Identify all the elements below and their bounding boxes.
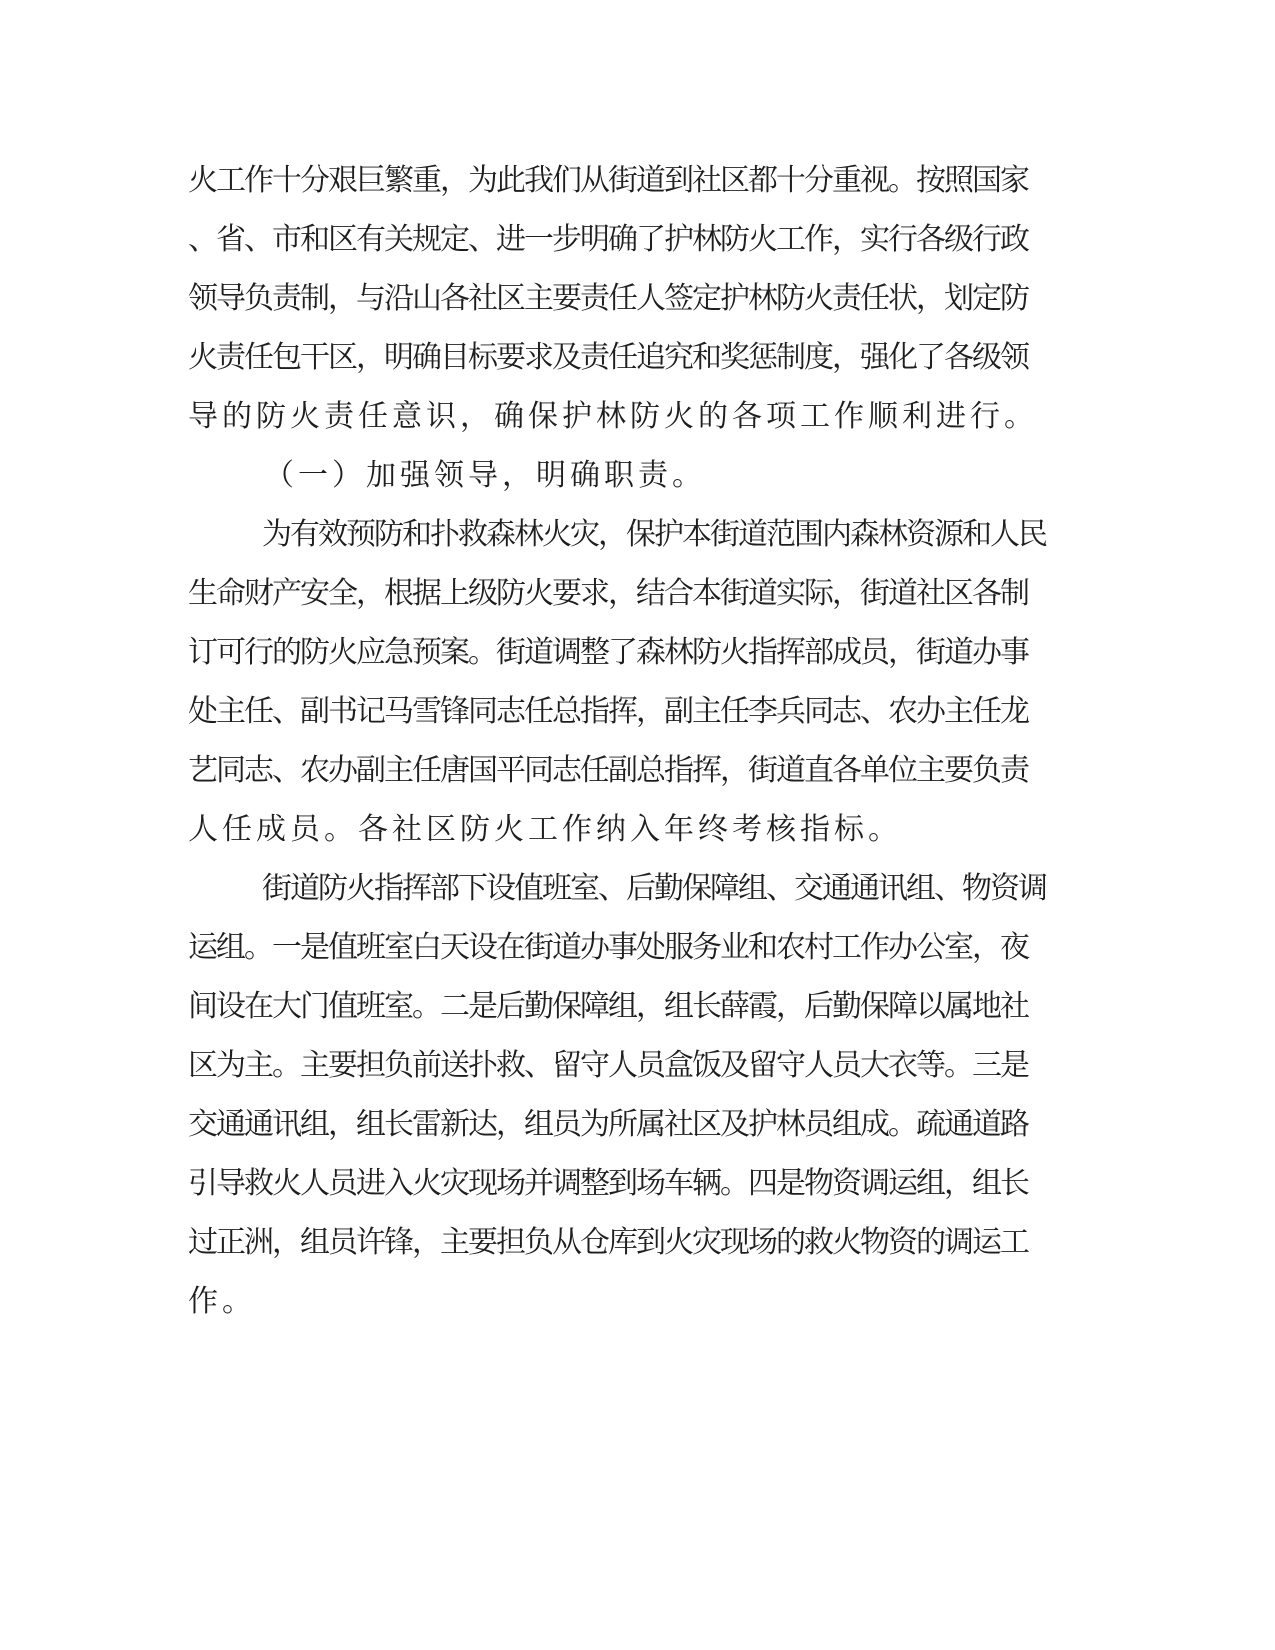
text-line: 间设在大门值班室。二是后勤保障组，组长薛霞，后勤保障以属地社 (188, 989, 1028, 1024)
text-line: 领导负责制，与沿山各社区主要责任人签定护林防火责任状，划定防 (188, 281, 1028, 316)
text-line: 火工作十分艰巨繁重，为此我们从街道到社区都十分重视。按照国家 (188, 163, 1028, 198)
text-line: 处主任、副书记马雪锋同志任总指挥，副主任李兵同志、农办主任龙 (188, 694, 1028, 729)
text-line: 为有效预防和扑救森林火灾，保护本街道范围内森林资源和人民 (262, 517, 1046, 552)
text-line: 艺同志、农办副主任唐国平同志任副总指挥，街道直各单位主要负责 (188, 753, 1028, 788)
text-line: 导的防火责任意识，确保护林防火的各项工作顺利进行。 (188, 399, 1038, 434)
text-line: 、省、市和区有关规定、进一步明确了护林防火工作，实行各级行政 (188, 222, 1028, 257)
text-line: 订可行的防火应急预案。街道调整了森林防火指挥部成员，街道办事 (188, 635, 1028, 670)
text-line: 作。 (188, 1284, 256, 1319)
text-line: 运组。一是值班室白天设在街道办事处服务业和农村工作办公室，夜 (188, 930, 1028, 965)
text-line: 交通通讯组，组长雷新达，组员为所属社区及护林员组成。疏通道路 (188, 1107, 1028, 1142)
text-line: 区为主。主要担负前送扑救、留守人员盒饭及留守人员大衣等。三是 (188, 1048, 1028, 1083)
section-heading: （一）加强领导，明确职责。 (264, 458, 706, 493)
text-line: 生命财产安全，根据上级防火要求，结合本街道实际，街道社区各制 (188, 576, 1028, 611)
text-line: 过正洲，组员许锋，主要担负从仓库到火灾现场的救火物资的调运工 (188, 1225, 1028, 1260)
text-line: 街道防火指挥部下设值班室、后勤保障组、交通通讯组、物资调 (262, 871, 1046, 906)
text-line: 火责任包干区，明确目标要求及责任追究和奖惩制度，强化了各级领 (188, 340, 1028, 375)
text-line: 人任成员。各社区防火工作纳入年终考核指标。 (188, 812, 902, 847)
text-line: 引导救火人员进入火灾现场并调整到场车辆。四是物资调运组，组长 (188, 1166, 1028, 1201)
